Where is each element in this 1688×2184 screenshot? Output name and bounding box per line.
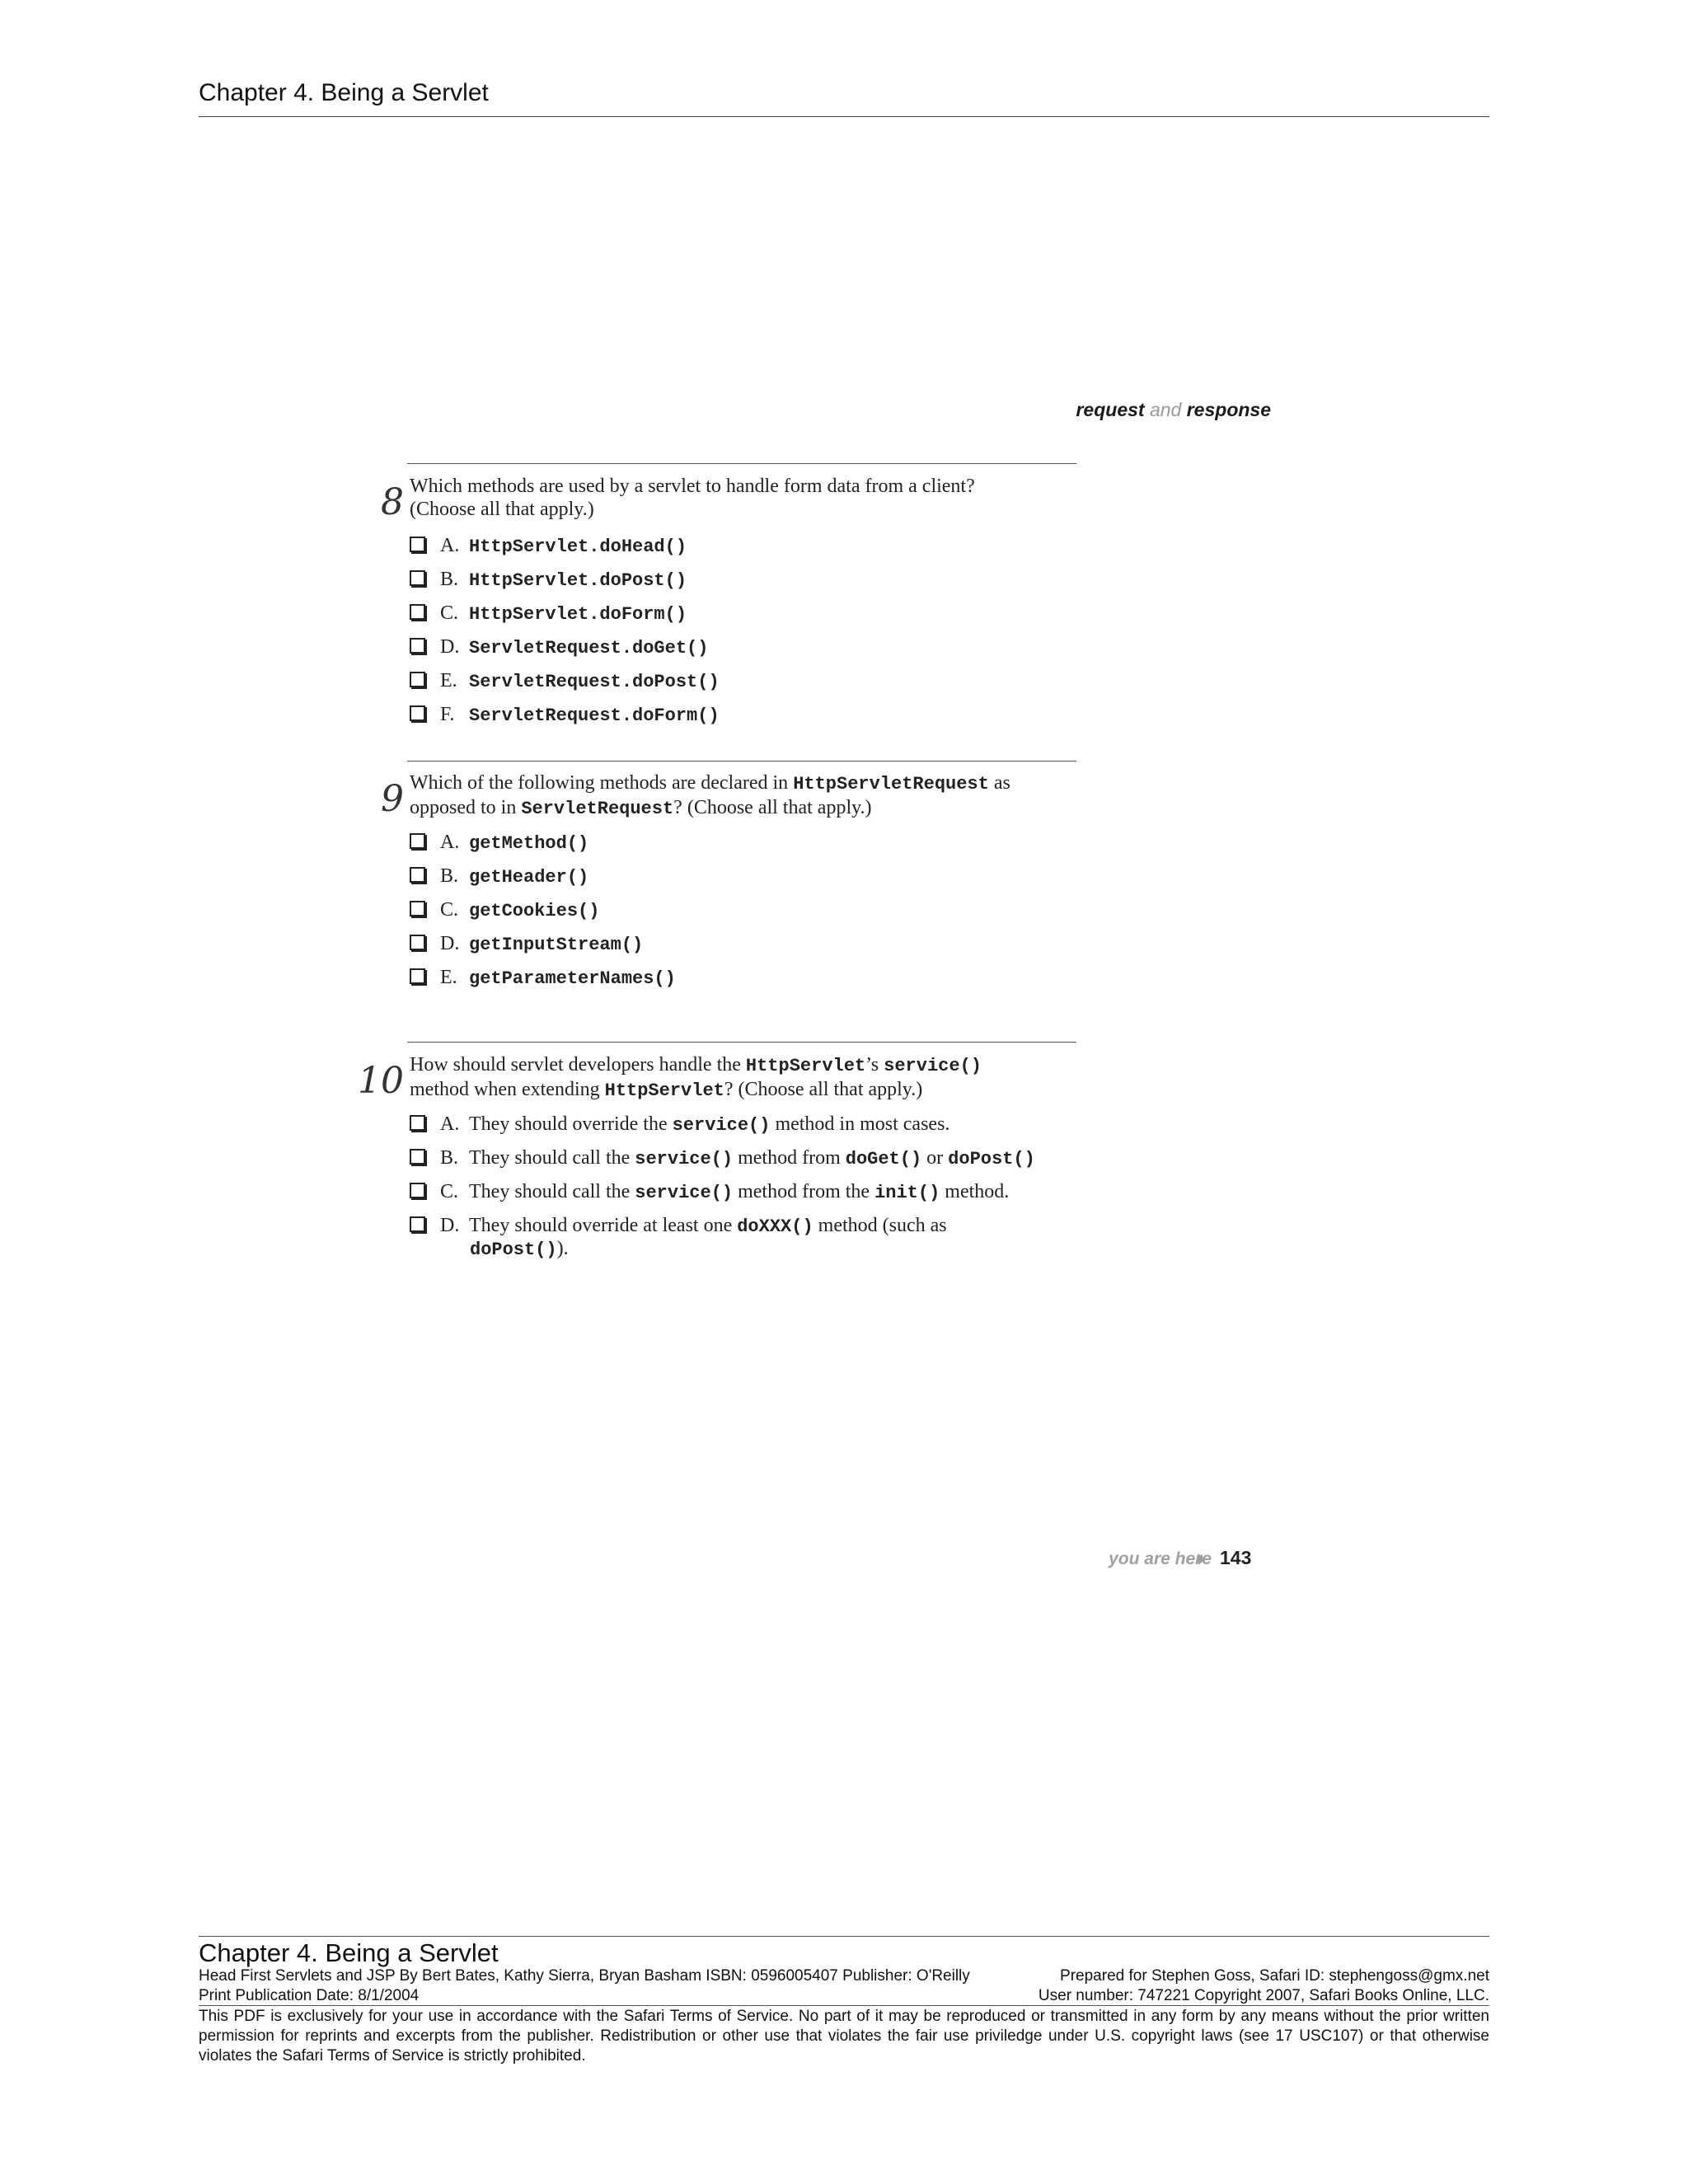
option-text: They should call the (469, 1181, 635, 1202)
inline-code: service() (635, 1183, 734, 1203)
inline-code: service() (672, 1115, 771, 1136)
question-text-segment: ’s (865, 1054, 884, 1076)
page-number: 143 (1220, 1547, 1252, 1568)
option-letter: E. (440, 670, 457, 691)
question-text-segment: method when extending (410, 1079, 605, 1100)
inline-code: doGet() (845, 1149, 922, 1169)
option-code: getMethod() (469, 833, 589, 854)
checkbox-icon[interactable] (410, 968, 425, 984)
checkbox-icon[interactable] (410, 867, 425, 883)
option-text: method in most cases. (770, 1113, 950, 1135)
answer-option[interactable] (410, 534, 1151, 559)
option-code: getHeader() (469, 867, 589, 888)
answer-option[interactable] (410, 703, 1151, 728)
checkbox-icon[interactable] (410, 833, 425, 849)
legal-notice: This PDF is exclusively for your use in accordance with the Safari Terms of Service. No part of it may be reproduced or transmitted in any form by any means without the prior written permission for reprints and excerpts from the publisher. Redistribution or other use that violates the fair use priviledge under U.S. copyright laws (see 17 USC107) or that otherwise violates the Safari Terms of Service is strictly prohibited. (199, 2008, 1489, 2064)
option-text: ). (556, 1238, 569, 1259)
section-header-request: request (1076, 399, 1145, 420)
answer-option-continuation (470, 1237, 1212, 1262)
inline-code: HttpServlet (745, 1056, 866, 1076)
option-code: getParameterNames() (469, 968, 676, 989)
footer-publication-date: Print Publication Date: 8/1/2004 (199, 1987, 420, 2004)
option-letter: C. (440, 1181, 459, 1202)
question-text-segment: ? (Choose all that apply.) (724, 1079, 923, 1100)
answer-option[interactable] (410, 635, 1151, 660)
question-divider (407, 1042, 1076, 1043)
option-letter: B. (440, 569, 459, 590)
option-text: method. (940, 1181, 1010, 1202)
checkbox-icon[interactable] (410, 1216, 425, 1232)
answer-option[interactable] (410, 831, 1151, 855)
question-number: 10 (358, 1060, 404, 1102)
question-text-segment: as (988, 772, 1010, 794)
checkbox-icon[interactable] (410, 1115, 425, 1131)
answer-option[interactable] (410, 1146, 1151, 1171)
inline-code: service() (635, 1149, 734, 1169)
option-text: They should call the (469, 1147, 635, 1169)
footer-book-info: Head First Servlets and JSP By Bert Bates, Kathy Sierra, Bryan Basham ISBN: 0596005407 Publisher: O'Reilly (199, 1967, 970, 1985)
option-code: ServletRequest.doGet() (469, 638, 709, 658)
option-text: They should override the (469, 1113, 673, 1135)
option-code: HttpServlet.doHead() (469, 537, 687, 557)
option-text: They should override at least one (469, 1215, 738, 1236)
inline-code: doXXX() (737, 1216, 814, 1237)
option-letter: B. (440, 865, 459, 887)
checkbox-icon[interactable] (410, 935, 425, 950)
footer-divider (199, 2005, 1489, 2006)
question-text-line (410, 771, 1102, 796)
option-letter: B. (440, 1147, 459, 1169)
inline-code: HttpServlet (604, 1080, 724, 1101)
answer-option[interactable] (410, 1214, 1151, 1239)
footer-divider (199, 1936, 1489, 1937)
option-code: ServletRequest.doForm() (469, 705, 720, 726)
question-text-segment: ? (Choose all that apply.) (673, 797, 872, 818)
option-letter: D. (440, 1215, 460, 1236)
checkbox-icon[interactable] (410, 1149, 425, 1165)
option-letter: A. (440, 535, 460, 556)
section-header (907, 399, 1271, 421)
checkbox-icon[interactable] (410, 638, 425, 654)
question-number: 8 (381, 481, 404, 523)
checkbox-icon[interactable] (410, 537, 425, 552)
question-text-line (410, 796, 1102, 821)
question-text-segment: opposed to in (410, 797, 522, 818)
inline-code: HttpServletRequest (793, 774, 989, 794)
footer-chapter-title: Chapter 4. Being a Servlet (199, 1938, 499, 1967)
option-code: HttpServlet.doForm() (469, 604, 687, 625)
option-text: method from the (733, 1181, 875, 1202)
question-text-segment: How should servlet developers handle the (410, 1054, 746, 1076)
question-text-line (410, 1053, 1102, 1078)
checkbox-icon[interactable] (410, 672, 425, 687)
question-text-line (410, 1078, 1102, 1103)
answer-option[interactable] (410, 966, 1151, 991)
checkbox-icon[interactable] (410, 1183, 425, 1198)
question-text-line: Which methods are used by a servlet to handle form data from a client? (410, 476, 975, 497)
question-text (410, 475, 1102, 521)
inline-code: doPost() (948, 1149, 1035, 1169)
inline-code: ServletRequest (521, 799, 674, 819)
option-code: ServletRequest.doPost() (469, 672, 720, 692)
inline-code: init() (874, 1183, 940, 1203)
question-divider (407, 463, 1076, 464)
footer-copyright: User number: 747221 Copyright 2007, Safari Books Online, LLC. (1038, 1987, 1489, 2004)
option-code: HttpServlet.doPost() (469, 570, 687, 591)
option-letter: D. (440, 933, 460, 954)
option-letter: C. (440, 899, 459, 921)
option-letter: F. (440, 704, 455, 725)
header-divider (199, 116, 1489, 117)
question-divider (407, 761, 1076, 762)
option-text: method from (733, 1147, 846, 1169)
option-letter: A. (440, 1113, 460, 1135)
section-header-and: and (1149, 399, 1182, 420)
checkbox-icon[interactable] (410, 570, 425, 586)
you-are-here-label (989, 1549, 1212, 1569)
arrow-right-icon (1198, 1554, 1205, 1565)
answer-option[interactable] (410, 1180, 1151, 1205)
option-code: getInputStream() (469, 935, 644, 955)
answer-option[interactable] (410, 602, 1151, 626)
chapter-title: Chapter 4. Being a Servlet (199, 79, 489, 106)
question-text (410, 1053, 1102, 1103)
option-text: method (such as (813, 1215, 947, 1236)
checkbox-icon[interactable] (410, 604, 425, 620)
answer-option[interactable] (410, 932, 1151, 957)
section-header-response: response (1186, 399, 1271, 420)
answer-option[interactable] (410, 1113, 1151, 1137)
question-text-line: (Choose all that apply.) (410, 499, 594, 520)
option-letter: E. (440, 967, 457, 988)
option-code: getCookies() (469, 901, 600, 921)
checkbox-icon[interactable] (410, 901, 425, 916)
answer-option[interactable] (410, 898, 1151, 923)
inline-code: service() (884, 1056, 982, 1076)
option-text: or (921, 1147, 949, 1169)
footer-prepared-for: Prepared for Stephen Goss, Safari ID: stephengoss@gmx.net (1060, 1967, 1489, 1985)
question-number: 9 (381, 778, 404, 820)
checkbox-icon[interactable] (410, 705, 425, 721)
option-letter: C. (440, 602, 459, 624)
answer-option[interactable] (410, 568, 1151, 593)
question-text (410, 771, 1102, 821)
answer-option[interactable] (410, 669, 1151, 694)
you-are-here-text: you are here (1109, 1549, 1212, 1568)
option-letter: D. (440, 636, 460, 658)
answer-option[interactable] (410, 865, 1151, 889)
option-letter: A. (440, 832, 460, 853)
question-text-segment: Which of the following methods are declared in (410, 772, 794, 794)
inline-code: doPost() (470, 1240, 557, 1260)
